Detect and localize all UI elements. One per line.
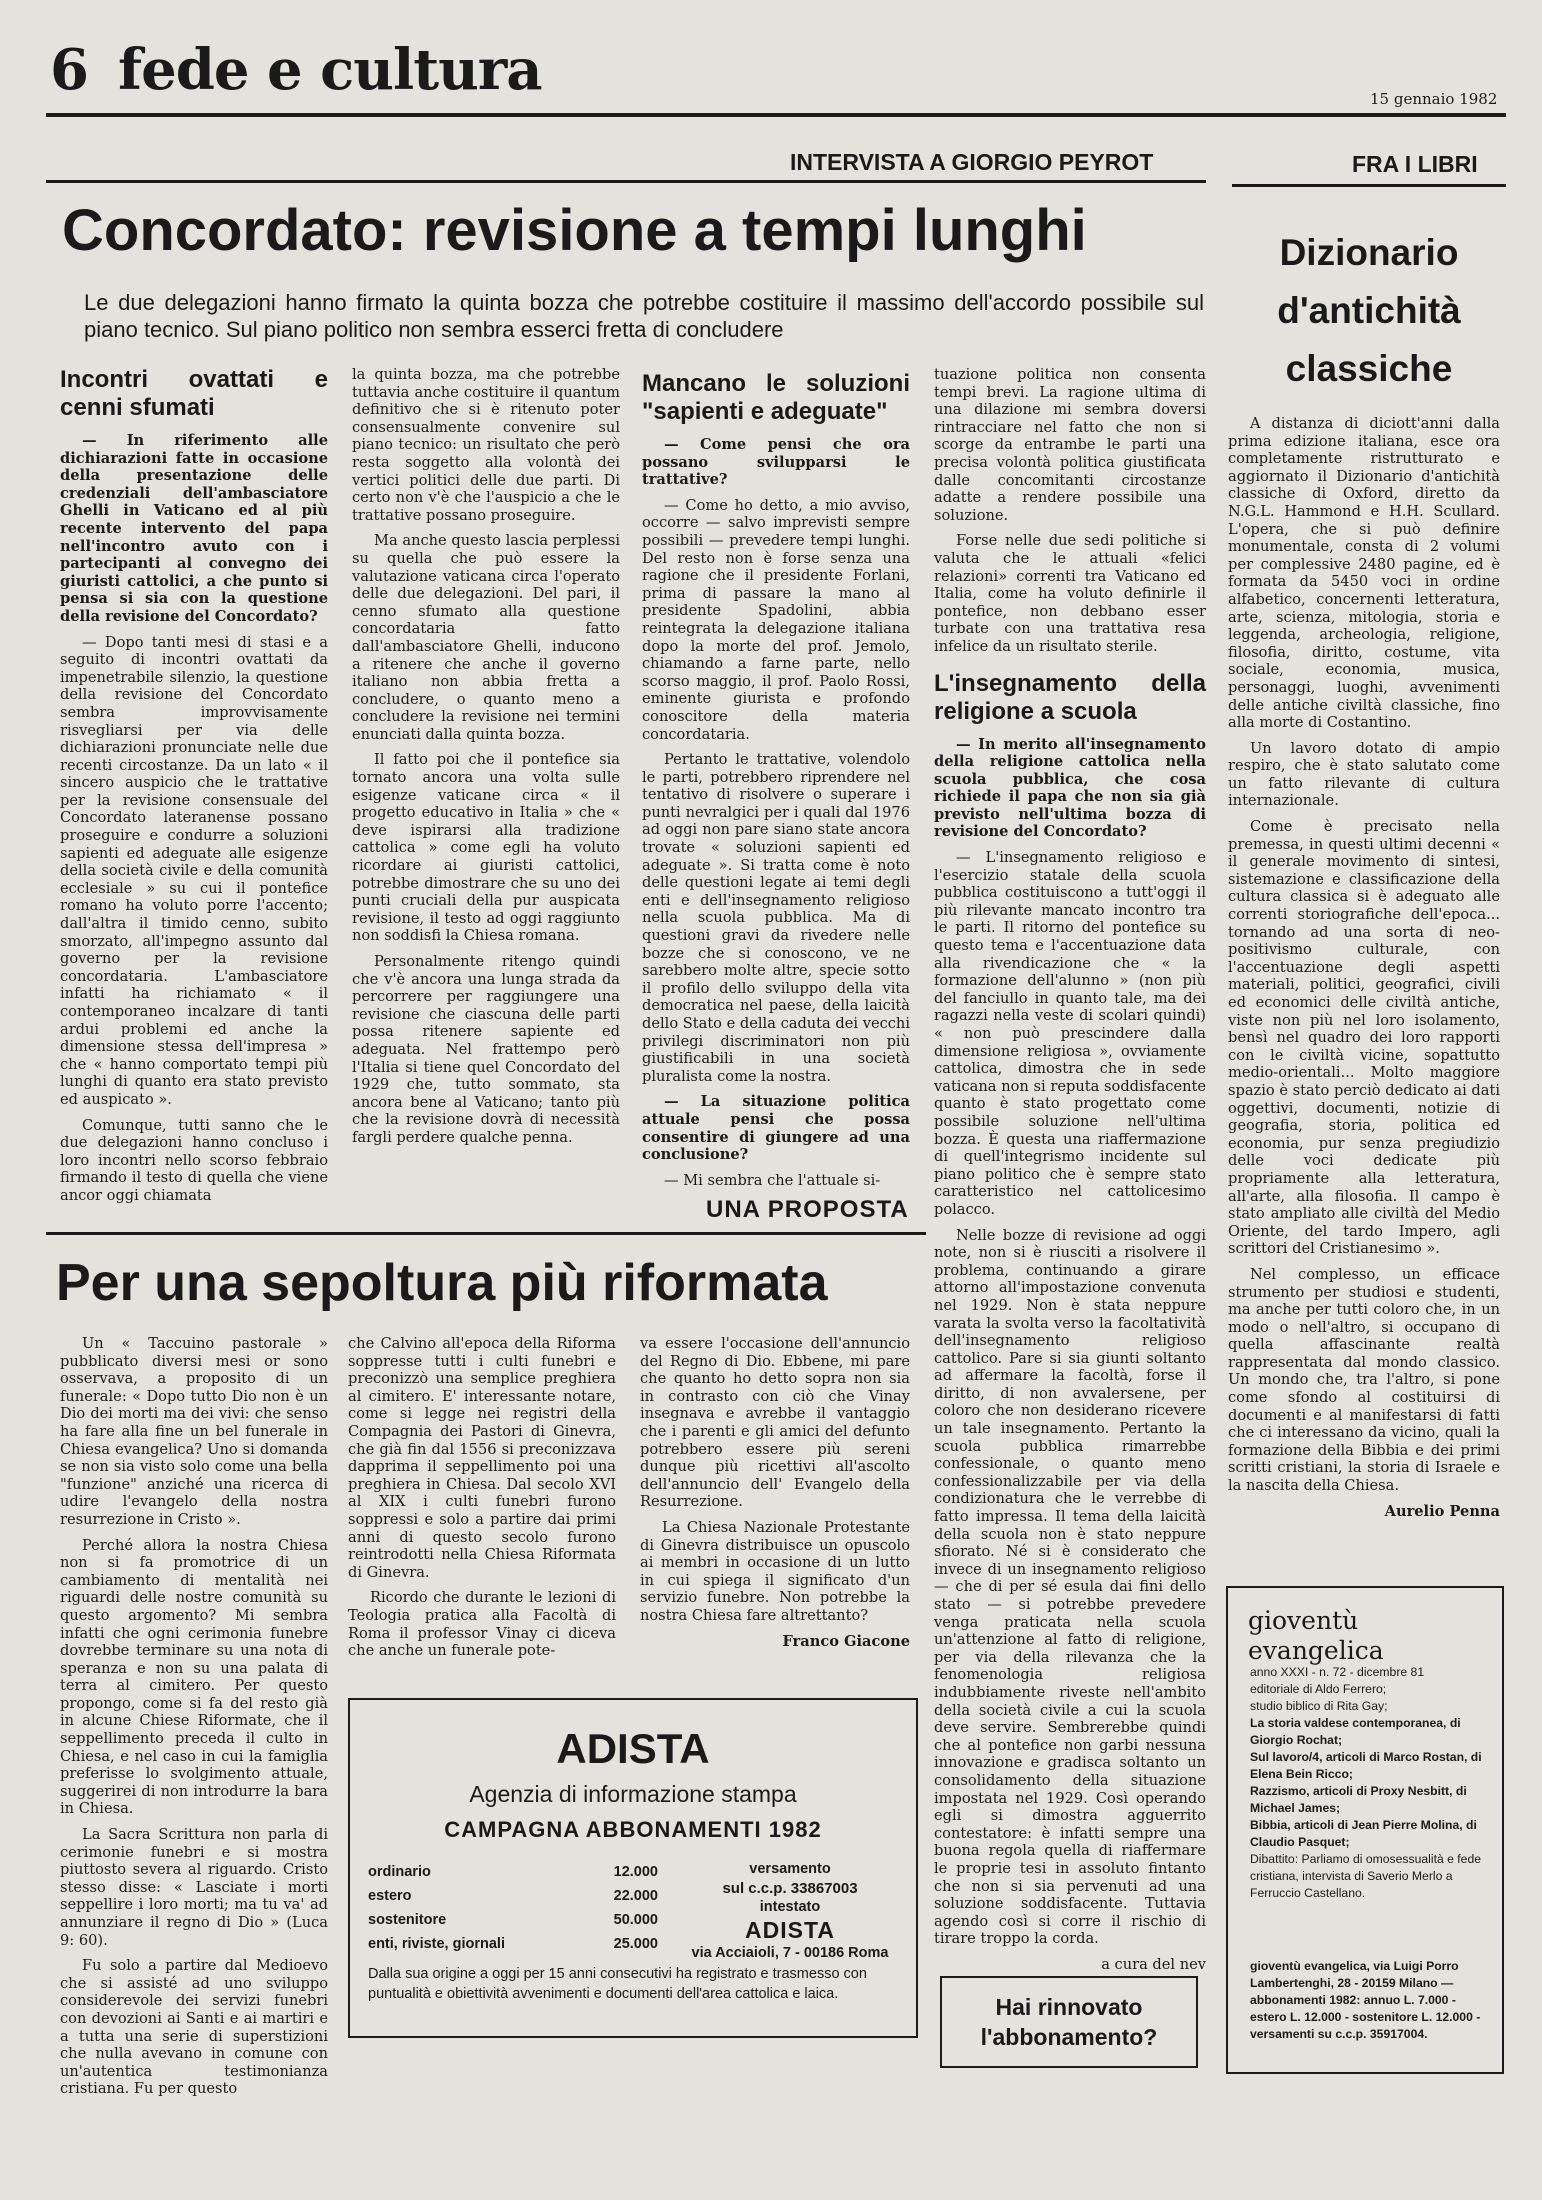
paragraph: Ma anche questo lascia perplessi su quella che può essere la valutazione vaticana circa l'operato delle due delegazioni. Del pari, il cenno sfumato alla questione concordataria fatto dall'ambasciatore Ghelli, inducono a ritenere che anche il governo italiano non abbia fretta a concludere, o quanto meno a concludere la revisione nei termini enunciati dalla quinta bozza. — [352, 532, 620, 743]
masthead-rule — [46, 113, 1506, 117]
sidebar-signature: Aurelio Penna — [1384, 1502, 1500, 1520]
subhead-mancano: Mancano le soluzioni "sapienti e adeguate" — [642, 370, 910, 425]
article1-column-3 — [642, 370, 910, 1197]
rate-label: enti, riviste, giornali — [368, 1936, 505, 1952]
paragraph: Ricordo che durante le lezioni di Teologia pratica alla Facoltà di Roma il professor Vinay ci diceva che anche un funerale pote- — [348, 1589, 616, 1660]
contents-line: Sul lavoro/4, articoli di Marco Rostan, di Elena Bein Ricco; — [1250, 1750, 1482, 1781]
sidebar-kicker: FRA I LIBRI — [1352, 151, 1478, 177]
sidebar-title-line: classiche — [1285, 348, 1453, 389]
article1-top-rule — [46, 180, 1206, 183]
rate-price: 25.000 — [613, 1936, 658, 1952]
section-title: fede e cultura — [118, 37, 542, 103]
renewal-line: Hai rinnovato — [995, 1994, 1143, 2020]
article1-column-2 — [352, 366, 620, 1155]
paragraph: A distanza di diciott'anni dalla prima edizione italiana, esce ora completamente ristrutturato e aggiornato il Dizionario d'antichità classiche di Oxford, diretto da N.G.L. Hammond e H.H. Scullard. L'opera, che si può definire monumentale, consta di 2 volumi per complessive 2480 pagine, ed è formata da 5450 voci in ordine alfabetico, concernenti letteratura, arte, scienza, mitologia, storia e leggenda, archeologia, religione, filosofia, diritto, costume, vita sociale, economia, musica, personaggi, luoghi, avvenimenti delle antiche civiltà classiche, fino alla morte di Costantino. — [1228, 415, 1500, 732]
sidebar-title-line: d'antichità — [1277, 290, 1461, 331]
article2-column-1 — [60, 1335, 328, 2106]
paragraph: Personalmente ritengo quindi che v'è ancora una lunga strada da percorrere per raggiungere una revisione che ciascuna delle parti possa ritenere sapiente ed adeguata. Nel frattempo però l'Italia si tiene quel Concordato del 1929 che, tutto sommato, sta ancora bene al Vaticano; tanto più che la revisione dovrà di necessità fargli perdere qualche penna. — [352, 953, 620, 1146]
article2-kicker: UNA PROPOSTA — [706, 1196, 909, 1223]
adista-footer: Dalla sua origine a oggi per 15 anni consecutivi ha registrato e trasmesso con puntualità e obiettività avvenimenti e documenti dell'area cattolica e laica. — [368, 1966, 867, 2002]
gioventu-footer: gioventù evangelica, via Luigi Porro Lambertenghi, 28 - 20159 Milano — abbonamenti 1982: annuo L. 7.000 - estero L. 12.000 - sostenitore L. 12.000 - versamenti su c.c.p. 35917004. — [1250, 1959, 1481, 2041]
adista-payment — [678, 1860, 902, 1963]
sidebar-title — [1232, 224, 1506, 398]
article2-headline: Per una sepoltura più riformata — [56, 1254, 828, 1312]
paragraph: tuazione politica non consenta tempi brevi. La ragione ultima di una dilazione mi sembra doversi rintracciare nel fatto che non si scorge da entrambe le parti una precisa volontà politica giustificata dalle concomitanti circostanze adatte a rendere possibile una soluzione. — [934, 366, 1206, 524]
paragraph: Forse nelle due sedi politiche si valuta che le attuali «felici relazioni» correnti tra Vaticano ed Italia, come ha voluto definirle il pontefice, non debbano esser turbate con una trattativa resa infelice da un risultato sterile. — [934, 532, 1206, 655]
subhead-insegnamento: L'insegnamento della religione a scuola — [934, 669, 1206, 725]
article1-kicker: INTERVISTA A GIORGIO PEYROT — [790, 149, 1154, 175]
contents-line: studio biblico di Rita Gay; — [1250, 1699, 1388, 1713]
paragraph: va essere l'occasione dell'annuncio del Regno di Dio. Ebbene, mi pare che quanto ho detto sopra non sia in contrasto con ciò che Vinay insegnava e avrebbe il vantaggio che i parenti e gli amici del defunto potrebbero essere più sereni dunque più ricettivi all'ascolto dell'annuncio dell' Evangelo della Resurrezione. — [640, 1335, 910, 1511]
paragraph: — Dopo tanti mesi di stasi e a seguito di incontri ovattati da impenetrabile silenzio, la questione della revisione del Concordato sembra improvvisamente risvegliarsi per via delle dichiarazioni pronunciate nelle due recenti circostanze. Da un lato « il sincero auspicio che le trattative per la revisione consensuale del Concordato lateranense possano proseguire e condurre a soluzioni sapienti ed adeguate alle esigenze della società civile e della comunità ecclesiale » su cui il pontefice romano ha voluto porre l'accento; dall'altra il timido cenno, subito smorzato, all'impegno assunto dal governo per la revisione concordataria. L'ambasciatore infatti ha richiamato « il contemporaneo incalzare di tanti ardui problemi ed anche la dimensione stessa dell'impresa » che « hanno comportato tempi più lunghi di quanto era stato previsto ed auspicato ». — [60, 633, 328, 1108]
interview-question: — La situazione politica attuale pensi che possa consentire di giungere ad una conclusione? — [642, 1093, 910, 1164]
gioventu-title: gioventù evangelica — [1248, 1606, 1384, 1665]
paragraph: la quinta bozza, ma che potrebbe tuttavia anche costituire il quantum definitivo che si è ritenuto poter consensualmente convenire sul piano tecnico: un risultato che però resta soggetto alla volontà dei vertici politici delle due parti. Di certo non v'è che l'auspicio a che le trattative possano proseguire. — [352, 366, 620, 524]
article2-column-3 — [640, 1335, 910, 1658]
article1-deck: Le due delegazioni hanno firmato la quinta bozza che potrebbe costituire il massimo dell'accordo possibile sul piano tecnico. Sul piano politico non sembra esserci fretta di concludere — [84, 290, 1204, 342]
subhead-incontri: Incontri ovattati e cenni sfumati — [60, 366, 328, 421]
sidebar-title-line: Dizionario — [1279, 232, 1459, 273]
page-number: 6 — [50, 37, 89, 103]
paragraph: La Sacra Scrittura non parla di cerimonie funebri e si mostra piuttosto severa al riguardo. Cristo stesso disse: « Lasciate i morti seppellire i loro morti; ma tu va' ad annunziare il regno di Dio » (Luca 9: 60). — [60, 1826, 328, 1949]
article1-headline: Concordato: revisione a tempi lunghi — [62, 198, 1087, 263]
paragraph: Un lavoro dotato di ampio respiro, che è stato salutato come un fatto rilevante di cultura internazionale. — [1228, 739, 1500, 810]
adista-campaign: CAMPAGNA ABBONAMENTI 1982 — [444, 1817, 822, 1842]
contents-line: Razzismo, articoli di Proxy Nesbitt, di Michael James; — [1250, 1784, 1467, 1815]
payment-name: ADISTA — [745, 1917, 835, 1943]
issue-date: 15 gennaio 1982 — [1370, 90, 1498, 108]
rate-label: estero — [368, 1888, 412, 1904]
rate-label: sostenitore — [368, 1912, 447, 1928]
article1-signature: a cura del nev — [1101, 1955, 1206, 1973]
gioventu-evangelica-ad — [1226, 1586, 1504, 2074]
rate-row — [368, 1932, 658, 1956]
contents-line: editoriale di Aldo Ferrero; — [1250, 1682, 1387, 1696]
article2-top-rule — [46, 1232, 926, 1235]
paragraph: — Mi sembra che l'attuale si- — [664, 1171, 881, 1189]
rate-row — [368, 1884, 658, 1908]
contents-line: Bibbia, articoli di Jean Pierre Molina, di Claudio Pasquet; — [1250, 1818, 1477, 1849]
interview-question: — In merito all'insegnamento della religione cattolica nella scuola pubblica, che cosa richiede il papa che non sia già previsto nell'ultima bozza di revisione del Concordato? — [934, 735, 1206, 841]
sidebar-top-rule — [1232, 184, 1506, 187]
paragraph: Fu solo a partire dal Medioevo che si assisté ad uno sviluppo considerevole dei servizi funebri con devozioni ai Santi e ai martiri e a tutta una serie di superstizioni che nulla avevano in comune con un'autentica testimonianza cristiana. Fu per questo — [60, 1957, 328, 2098]
article1-column-1 — [60, 366, 328, 1213]
paragraph: Come è precisato nella premessa, in questi ultimi decenni « il generale movimento di sintesi, sistemazione e classificazione della cultura classica si è adeguato alle correnti storiografiche dell'epoca... tornando ad una sorta di neo-positivismo culturale, con l'accentuazione degli aspetti materiali, politici, geografici, civili ed economici delle civiltà antiche, viste non più nel loro isolamento, bensì nel quadro dei loro rapporti con le civiltà vicine, sopattutto medio-orientali... Molto maggiore spazio è stato perciò dedicato ai dati oggettivi, documenti, notizie di geografia, storia, politica ed economia, pur senza pregiudizio delle voci dedicate più propriamente alla letteratura, all'arte, alla filosofia. Il campo è stato ampliato alle civiltà del Medio Oriente, del tardo Impero, agli scrittori del Cristianesimo ». — [1228, 818, 1500, 1258]
payment-address: via Acciaioli, 7 - 00186 Roma — [691, 1945, 889, 1961]
contents-line: Dibattito: Parliamo di omosessualità e fede cristiana, intervista di Saverio Merlo a Ferruccio Castellano. — [1250, 1852, 1482, 1900]
paragraph: — Come ho detto, a mio avviso, occorre — salvo imprevisti sempre possibili — prevedere tempi lunghi. Del resto non è forse senza una ragione che il presidente Forlani, prima di passare la mano al presidente Spadolini, abbia reintegrata la delegazione italiana dopo la morte del prof. Jemolo, chiamando a farne parte, nello scorso maggio, il prof. Paolo Rossi, eminente giurista e profondo conoscitore della materia concordataria. — [642, 496, 910, 743]
paragraph: — L'insegnamento religioso e l'esercizio statale della scuola pubblica costituiscono a tutt'oggi il più rilevante mancato incontro tra le parti. Il ritorno del pontefice su questo tema e l'accentuazione data alla rivendicazione che « la formazione dell'alunno » (non più del fanciullo in quanto tale, ma dei ragazzi nella veste di scolari quindi) « non può prescindere dalla dimensione religiosa », ovviamente cattolica, dimostra che in sede vaticana non si reputa soddisfacente quanto è stato progettato come possibile soluzione nell'ultima bozza. È questa una riaffermazione di quell'integrismo incidente sul piano politico che è sempre stato caratteristico nel cattolicesimo polacco. — [934, 849, 1206, 1218]
rate-row — [368, 1908, 658, 1932]
rate-label: ordinario — [368, 1864, 431, 1880]
paragraph: Perché allora la nostra Chiesa non si fa promotrice di un cambiamento di mentalità nei riguardi delle nostre comunità su questo argomento? Mi sembra infatti che ogni cerimonia funebre dovrebbe terminare su una nota di speranza e non su una palata di terra al cimitero. Per questo propongo, come si fa del resto già in alcune Chiese Riformate, che il seppellimento preceda il culto in Chiesa, e nel caso in cui la famiglia preferisse lo svolgimento attuale, suggerirei di non introdurre la bara in Chiesa. — [60, 1536, 328, 1818]
payment-line: sul c.c.p. 33867003 — [722, 1880, 858, 1897]
paragraph: Comunque, tutti sanno che le due delegazioni hanno concluso i loro incontri nello scorso febbraio firmando il testo di quella che viene ancor oggi chiamata — [60, 1116, 328, 1204]
paragraph: Nel complesso, un efficace strumento per studiosi e studenti, ma anche per tutti coloro che, in un modo o nell'altro, si occupano di quella affascinante realtà rappresentata dal mondo classico. Un mondo che, tra l'altro, si pone come sfondo al costituirsi di documenti e al manifestarsi di fatti che ci interessano da vicino, quali la formazione della Bibbia e dei primi scritti cristiani, la storia di Israele e la nascita della Chiesa. — [1228, 1265, 1500, 1495]
article2-column-2 — [348, 1335, 616, 1668]
interview-question: — Come pensi che ora possano svilupparsi le trattative? — [642, 436, 910, 489]
paragraph: Un « Taccuino pastorale » pubblicato diversi mesi or sono osservava, a proposito di un funerale: « Dopo tutto Dio non è un Dio dei morti ma dei vivi: che senso ha fare alla fine un bel funerale in Chiesa evangelica? Uno si domanda se non sia visto solo come una bella "funzione" anziché una ricerca di udire l'evangelo della nostra resurrezione in Cristo ». — [60, 1335, 328, 1528]
paragraph: Nelle bozze di revisione ad oggi note, non si è riusciti a risolvere il problema, continuando a girare attorno all'impostazione convenuta nel 1929. Non è stata neppure varata la svolta verso la facoltatività dell'insegnamento religioso cattolico. Pare si sia giunti soltanto ad affermare la facoltà, forse il diritto, di non avvalersene, per coloro che non desiderano ricevere un tale insegnamento. Pertanto la scuola pubblica rimarrebbe confessionale, o quanto meno confessionalizzabile per via della condizionatura che le verrebbe di fatto impressa. Il tema della laicità della scuola non è stato neppure sfiorato. Né si è considerato che invece di un insegnamento religioso — che di per sé esula dai fini dello stato — si potrebbe prevedere venga praticata nella scuola un'attenzione al fatto di religione, per via della rilevanza che la fenomenologia religiosa indubbiamente riveste nell'ambito della società civile a cui la scuola deve servire. Sembrerebbe quindi che al pontefice non garbi nessuna innovazione e gradisca soltanto un consolidamento della situazione impostata nel 1929. Così operando egli si dimostra agguerrito contestatore: è infatti sempre una buona regola quella di riaffermare le proprie tesi in assoluto fintanto che non si sia pervenuti ad una soluzione soddisfacente. Tuttavia agendo così si corre il rischio di tirare troppo la corda. — [934, 1226, 1206, 1948]
paragraph: che Calvino all'epoca della Riforma soppresse tutti i culti funebri e preconizzò una semplice preghiera al cimitero. E' interessante notare, come si legge nei registri della Compagnia dei Pastori di Ginevra, che già fin dal 1556 si preconizzava dapprima il seppellimento poi una preghiera in Chiesa. Dal secolo XVI al XIX i culti funebri furono soppressi e solo a partire dai primi anni di questo secolo furono reintrodotti nella Chiesa Riformata di Ginevra. — [348, 1335, 616, 1581]
paragraph: Il fatto poi che il pontefice sia tornato ancora una volta sulle esigenze vaticane circa « il progetto educativo in Italia » che « deve ispirarsi alla tradizione cattolica » come egli ha voluto ricordare ai giuristi cattolici, potrebbe dimostrare che su uno dei punti cruciali della pur auspicata revisione, il testo ad oggi raggiunto non soddisfi la Chiesa romana. — [352, 751, 620, 945]
paragraph: La Chiesa Nazionale Protestante di Ginevra distribuisce un opuscolo ai membri in occasione di un lutto in cui spiega il significato d'un servizio funebre. Non potrebbe la nostra Chiesa fare altrettanto? — [640, 1518, 910, 1624]
adista-title: ADISTA — [556, 1725, 710, 1772]
renewal-line: l'abbonamento? — [980, 2024, 1158, 2050]
article1-column-4 — [934, 366, 1206, 1981]
adista-rates — [368, 1860, 658, 1956]
adista-subtitle: Agenzia di informazione stampa — [469, 1781, 797, 1807]
paragraph: Pertanto le trattative, volendolo le parti, potrebbero riprendere nel tentativo di risolvere o superare i punti nevralgici per i quali dal 1976 ad oggi non pare siano state ancora trovate « soluzioni sapienti ed adeguate ». Si tratta come è noto delle questioni legate ai temi degli enti e dell'insegnamento religioso nella scuola pubblica. Ma di questioni gravi da rivedere nelle bozze che si conoscono, ve ne sarebbero molte altre, specie sotto il profilo dello sviluppo della vita democratica nel paese, della laicità dello Stato e della caduta dei vecchi privilegi discriminatori non più giustificabili in una società pluralista come la nostra. — [642, 751, 910, 1085]
gioventu-contents — [1250, 1664, 1482, 1902]
rate-row — [368, 1860, 658, 1884]
contents-line: anno XXXI - n. 72 - dicembre 81 — [1250, 1665, 1425, 1679]
rate-price: 50.000 — [613, 1912, 658, 1928]
rate-price: 12.000 — [613, 1864, 658, 1880]
payment-line: intestato — [759, 1899, 821, 1915]
renewal-box — [940, 1976, 1198, 2068]
sidebar-column — [1228, 415, 1500, 1528]
article2-signature: Franco Giacone — [782, 1632, 910, 1650]
payment-line: versamento — [749, 1861, 831, 1877]
contents-line: La storia valdese contemporanea, di Giorgio Rochat; — [1250, 1716, 1461, 1747]
interview-question: — In riferimento alle dichiarazioni fatte in occasione della presentazione delle credenziali dell'ambasciatore Ghelli in Vaticano ed al più recente intervento del papa nell'incontro avuto con i partecipanti al convegno dei giuristi cattolici, a che punto si pensa si sia con la questione della revisione del Concordato? — [60, 432, 328, 625]
rate-price: 22.000 — [613, 1888, 658, 1904]
adista-ad — [348, 1698, 918, 2038]
